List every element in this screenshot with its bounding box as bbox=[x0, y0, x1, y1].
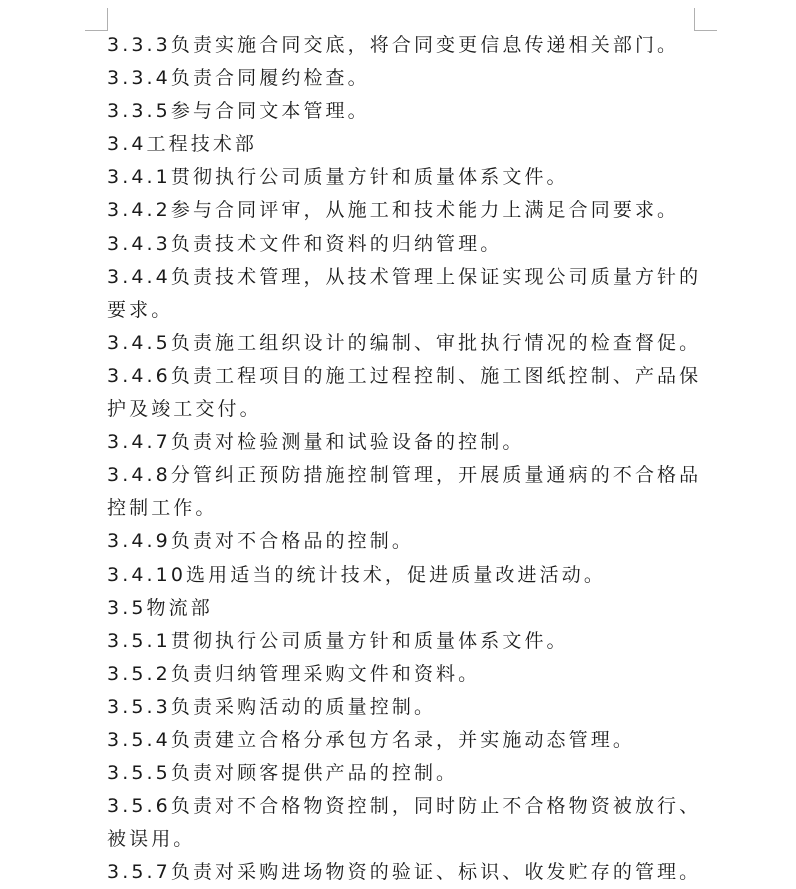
paragraph: 3.4.6负责工程项目的施工过程控制、施工图纸控制、产品保护及竣工交付。 bbox=[107, 364, 702, 421]
paragraph: 3.3.5参与合同文本管理。 bbox=[107, 100, 370, 123]
paragraph: 3.4.5负责施工组织设计的编制、审批执行情况的检查督促。 bbox=[107, 331, 702, 354]
paragraph: 3.4.3负责技术文件和资料的归纳管理。 bbox=[107, 232, 503, 255]
margin-corner-mark-left bbox=[85, 8, 108, 31]
paragraph: 3.4.10选用适当的统计技术，促进质量改进活动。 bbox=[107, 563, 606, 586]
paragraph: 3.4.4负责技术管理，从技术管理上保证实现公司质量方针的要求。 bbox=[107, 265, 702, 321]
paragraph: 3.4.1贯彻执行公司质量方针和质量体系文件。 bbox=[107, 166, 569, 189]
margin-corner-mark-right bbox=[694, 8, 717, 31]
paragraph: 3.4.7负责对检验测量和试验设备的控制。 bbox=[107, 431, 525, 454]
paragraph: 3.5.2负责归纳管理采购文件和资料。 bbox=[107, 662, 481, 685]
document-body[interactable] bbox=[107, 29, 707, 889]
paragraph: 3.4.9负责对不合格品的控制。 bbox=[107, 530, 414, 553]
paragraph: 3.3.3负责实施合同交底，将合同变更信息传递相关部门。 bbox=[107, 34, 680, 56]
section-heading: 3.5物流部 bbox=[107, 596, 213, 619]
paragraph: 3.5.6负责对不合格物资控制，同时防止不合格物资被放行、被误用。 bbox=[107, 795, 702, 851]
section-heading: 3.4工程技术部 bbox=[107, 133, 258, 156]
paragraph: 3.5.7负责对采购进场物资的验证、标识、收发贮存的管理。 bbox=[107, 861, 702, 884]
paragraph: 3.4.8分管纠正预防措施控制管理，开展质量通病的不合格品控制工作。 bbox=[107, 464, 702, 520]
paragraph: 3.4.2参与合同评审，从施工和技术能力上满足合同要求。 bbox=[107, 199, 680, 222]
paragraph: 3.5.1贯彻执行公司质量方针和质量体系文件。 bbox=[107, 629, 569, 652]
paragraph: 3.5.4负责建立合格分承包方名录，并实施动态管理。 bbox=[107, 728, 635, 751]
paragraph: 3.3.4负责合同履约检查。 bbox=[107, 67, 370, 90]
paragraph: 3.5.3负责采购活动的质量控制。 bbox=[107, 695, 437, 718]
paragraph: 3.5.5负责对顾客提供产品的控制。 bbox=[107, 762, 459, 785]
